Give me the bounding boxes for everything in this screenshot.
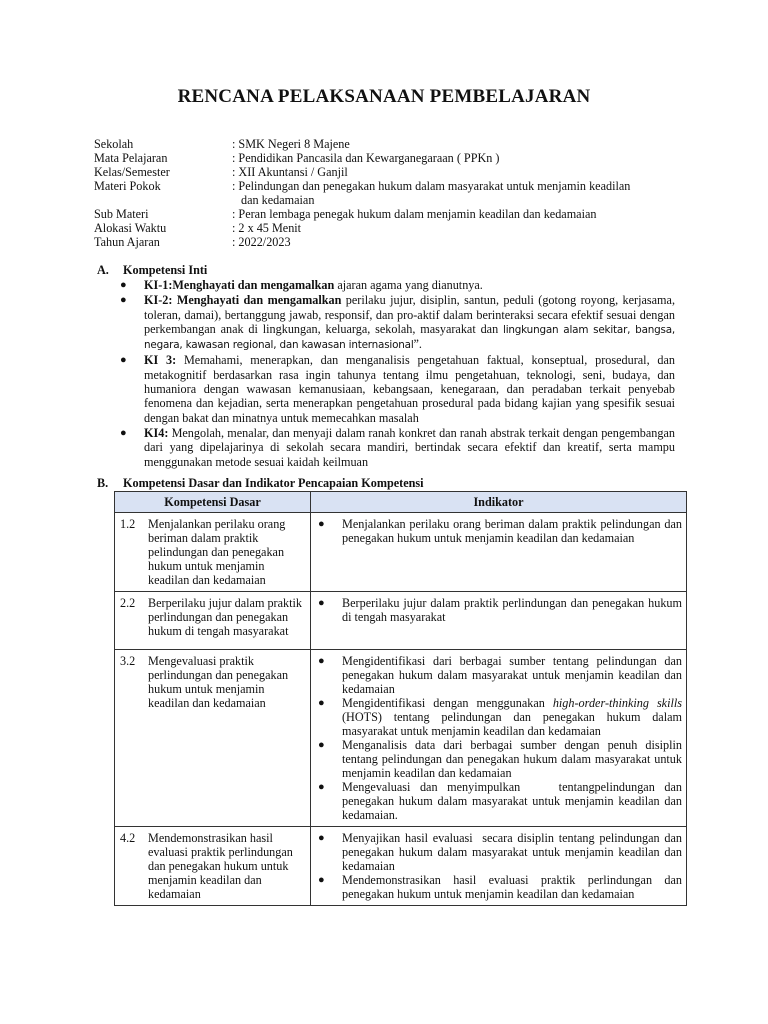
identity-block [94,137,679,249]
table-row [115,592,687,650]
bullet-icon: ● [120,279,127,291]
info-row-sekolah: Sekolah : SMK Negeri 8 Majene [94,137,350,151]
indicator-cell [311,827,687,906]
bullet-icon: ● [318,874,325,886]
bullet-icon: ● [120,294,127,307]
list-item: ● Mengidentifikasi dari berbagai sumber tentang pelindungan dan penegakan hukum dalam masyarakat untuk menjamin keadilan dan kedamaian [318,654,682,696]
info-row-materi-pokok: Materi Pokok : Pelindungan dan penegakan hukum dalam masyarakat untuk menjamin keadilan dan kedamaian [94,179,679,207]
kd-cell: 1.2 Menjalankan perilaku orang beriman dalam praktik pelindungan dan penegakan hukum untuk menjamin keadilan dan kedamaian [115,513,311,592]
info-row-mata-pelajaran: Mata Pelajaran : Pendidikan Pancasila dan Kewarganegaraan ( PPKn ) [94,151,500,165]
indicator-cell [311,592,687,650]
bullet-icon: ● [318,781,325,793]
list-item: ● Berperilaku jujur dalam praktik perlindungan dan penegakan hukum di tengah masyarakat [318,596,682,624]
table-row [115,827,687,906]
kompetensi-inti-list [120,278,675,470]
table-row [115,650,687,827]
indicator-cell [311,513,687,592]
materi-pokok-continuation: dan kedamaian [241,193,315,207]
list-item: ● Menjalankan perilaku orang beriman dalam praktik pelindungan dan penegakan hukum untuk menjamin keadilan dan kedamaian [318,517,682,545]
bullet-icon: ● [318,739,325,751]
indicator-cell [311,650,687,827]
bullet-icon: ● [318,655,325,667]
list-item: ● KI-2: Menghayati dan mengamalkan perilaku jujur, disiplin, santun, peduli (gotong royong, kerjasama, toleran, damai), bertanggung jawab, responsif, dan pro-aktif dalam berinteraksi secara efektif sesuai dengan perkembangan anak di lingkungan, keluarga, sekolah, masyarakat dan lingkungan alam sekitar, bangsa, negara, kawasan regional, dan kawasan internasional”. [120,293,676,352]
list-item: ● Menganalisis data dari berbagai sumber dengan penuh disiplin tentang pelindungan dan penegakan hukum dalam masyarakat untuk menjamin keadilan dan kedamaian [318,738,682,780]
bullet-icon: ● [318,697,325,709]
list-item: ● Menyajikan hasil evaluasi secara disiplin tentang pelindungan dan penegakan hukum dalam masyarakat untuk menjamin keadilan dan kedamaian [318,831,686,873]
kd-cell: 2.2 Berperilaku jujur dalam praktik perlindungan dan penegakan hukum di tengah masyarakat [115,592,311,650]
kompetensi-table [114,491,687,906]
list-item: ● Mengidentifikasi dengan menggunakan high-order-thinking skills (HOTS) tentang pelindungan dan penegakan hukum dalam masyarakat untuk menjamin keadilan dan kedamaian [318,696,682,738]
table-header-row [115,492,687,513]
info-row-sub-materi: Sub Materi : Peran lembaga penegak hukum dalam menjamin keadilan dan kedamaian [94,207,597,221]
list-item: ● KI 3: Memahami, menerapkan, dan menganalisis pengetahuan faktual, konseptual, prosedural, dan metakognitif berdasarkan rasa ingin tahunya tentang ilmu pengetahuan, teknologi, seni, budaya, dan humaniora dengan wawasan kemanusiaan, kebangsaan, kenegaraan, dan peradaban terkait penyebab fenomena dan kejadian, serta menerapkan pengetahuan prosedural pada bidang kajian yang spesifik sesuai dengan bakat dan minatnya untuk memecahkan masalah [120,353,675,425]
bullet-icon: ● [318,832,325,844]
bullet-icon: ● [318,518,325,530]
bullet-icon: ● [120,426,127,439]
column-header-indikator: Indikator [311,492,687,513]
info-row-alokasi-waktu: Alokasi Waktu : 2 x 45 Menit [94,221,302,235]
table-row [115,513,687,592]
bullet-icon: ● [120,354,127,367]
section-b-heading: B. Kompetensi Dasar dan Indikator Pencapaian Kompetensi [97,476,424,490]
kd-cell: 4.2 Mendemonstrasikan hasil evaluasi praktik perlindungan dan penegakan hukum untuk menjamin keadilan dan kedamaian [115,827,311,906]
list-item: ● KI4: Mengolah, menalar, dan menyaji dalam ranah konkret dan ranah abstrak terkait dengan pengembangan dari yang dipelajarinya di sekolah secara mandiri, bertindak secara efektif dan kreatif, serta mampu menggunakan metode sesuai kaidah keilmuan [120,425,675,469]
section-a-heading: A. Kompetensi Inti [97,263,208,277]
list-item: ● KI-1:Menghayati dan mengamalkan ajaran agama yang dianutnya. [120,278,483,292]
bullet-icon: ● [318,597,325,609]
materi-pokok-value: : Pelindungan dan penegakan hukum dalam masyarakat untuk menjamin keadilan [232,179,631,193]
info-row-tahun-ajaran: Tahun Ajaran : 2022/2023 [94,235,291,249]
list-item: ● Mendemonstrasikan hasil evaluasi praktik perlindungan dan penegakan hukum untuk menjamin keadilan dan kedamaian [318,873,682,901]
column-header-kompetensi-dasar: Kompetensi Dasar [115,492,311,513]
kd-cell: 3.2 Mengevaluasi praktik perlindungan dan penegakan hukum untuk menjamin keadilan dan kedamaian [115,650,311,827]
info-row-kelas-semester: Kelas/Semester : XII Akuntansi / Ganjil [94,165,348,179]
list-item: ● Mengevaluasi dan menyimpulkan tentangpelindungan dan penegakan hukum dalam masyarakat untuk menjamin keadilan dan kedamaian. [318,780,686,822]
document-title: RENCANA PELAKSANAAN PEMBELAJARAN [177,86,591,107]
